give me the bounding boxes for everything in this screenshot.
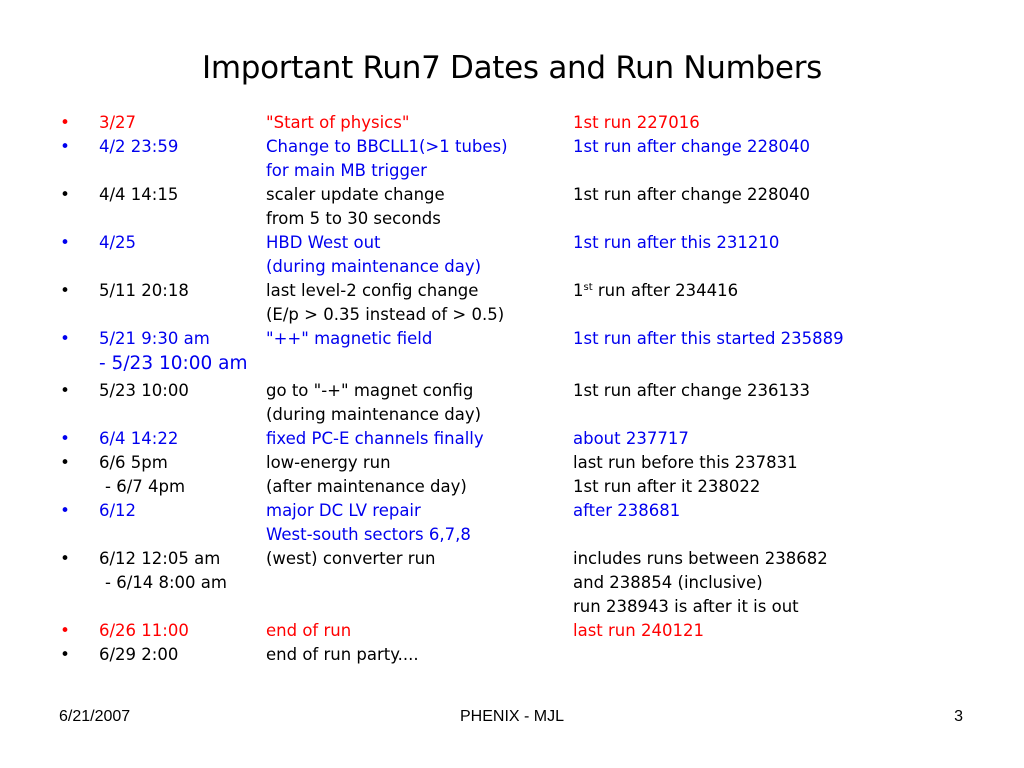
- page-number: 3: [954, 708, 963, 725]
- list-item: [0, 279, 1024, 303]
- event-cell: for main MB trigger: [266, 161, 427, 180]
- date-cell: 3/27: [99, 113, 137, 132]
- date-cell: 6/4 14:22: [99, 429, 179, 448]
- bullet-marker: •: [60, 329, 70, 348]
- date-cell: - 6/7 4pm: [105, 477, 186, 496]
- event-cell: (E/p > 0.35 instead of > 0.5): [266, 305, 505, 324]
- event-cell: West-south sectors 6,7,8: [266, 525, 471, 544]
- list-item: [0, 255, 1024, 279]
- list-item: [0, 135, 1024, 159]
- event-cell: go to "-+" magnet config: [266, 381, 474, 400]
- run-number-cell: last run 240121: [573, 621, 704, 640]
- event-cell: HBD West out: [266, 233, 381, 252]
- event-cell: Change to BBCLL1(>1 tubes): [266, 137, 508, 156]
- run-number-cell: 1st run after change 236133: [573, 381, 810, 400]
- run-number-cell: 1st run after change 228040: [573, 137, 810, 156]
- list-item: [0, 303, 1024, 327]
- bullet-marker: •: [60, 281, 70, 300]
- date-cell: - 5/23 10:00 am: [99, 353, 248, 374]
- list-item: [0, 547, 1024, 571]
- event-cell: (west) converter run: [266, 549, 436, 568]
- run-number-cell: includes runs between 238682: [573, 549, 828, 568]
- list-item: [0, 379, 1024, 403]
- bullet-marker: •: [60, 501, 70, 520]
- run-number-cell: [573, 279, 738, 303]
- date-cell: 6/26 11:00: [99, 621, 189, 640]
- list-item: [0, 327, 1024, 351]
- event-cell: "++" magnetic field: [266, 329, 433, 348]
- footer-title: PHENIX - MJL: [459, 708, 564, 725]
- list-item: [0, 523, 1024, 547]
- bullet-marker: •: [60, 645, 70, 664]
- date-cell: 4/2 23:59: [99, 137, 179, 156]
- list-item: [0, 427, 1024, 451]
- bullet-marker: •: [60, 137, 70, 156]
- event-cell: (after maintenance day): [266, 477, 467, 496]
- run-number-cell: 1st run 227016: [573, 113, 700, 132]
- bullet-list: [0, 111, 1024, 667]
- date-cell: 4/4 14:15: [99, 185, 179, 204]
- event-cell: end of run party....: [266, 645, 419, 664]
- event-cell: end of run: [266, 621, 352, 640]
- list-item: [0, 475, 1024, 499]
- date-cell: 5/23 10:00: [99, 381, 189, 400]
- run-number-cell: about 237717: [573, 429, 689, 448]
- run-ordinal: 1: [573, 281, 584, 300]
- date-cell: 6/12: [99, 501, 137, 520]
- list-item: [0, 207, 1024, 231]
- list-item: [0, 595, 1024, 619]
- bullet-marker: •: [60, 113, 70, 132]
- event-cell: low-energy run: [266, 453, 391, 472]
- bullet-marker: •: [60, 429, 70, 448]
- event-cell: (during maintenance day): [266, 257, 482, 276]
- list-item: [0, 351, 1024, 379]
- date-cell: 6/29 2:00: [99, 645, 179, 664]
- list-item: [0, 571, 1024, 595]
- date-cell: 4/25: [99, 233, 137, 252]
- list-item: [0, 451, 1024, 475]
- date-cell: 5/21 9:30 am: [99, 329, 210, 348]
- date-cell: 5/11 20:18: [99, 281, 189, 300]
- bullet-marker: •: [60, 185, 70, 204]
- event-cell: (during maintenance day): [266, 405, 482, 424]
- list-item: [0, 231, 1024, 255]
- list-item: [0, 619, 1024, 643]
- event-cell: last level-2 config change: [266, 281, 479, 300]
- slide-title: Important Run7 Dates and Run Numbers: [201, 50, 822, 86]
- event-cell: fixed PC-E channels finally: [266, 429, 484, 448]
- list-item: [0, 159, 1024, 183]
- ordinal-suffix: st: [583, 282, 593, 293]
- run-number-cell: 1st run after this started 235889: [573, 329, 844, 348]
- list-item: [0, 643, 1024, 667]
- run-number-cell: after 238681: [573, 501, 681, 520]
- event-cell: from 5 to 30 seconds: [266, 209, 441, 228]
- bullet-marker: •: [60, 549, 70, 568]
- footer-date: 6/21/2007: [59, 708, 131, 725]
- bullet-marker: •: [60, 621, 70, 640]
- event-cell: scaler update change: [266, 185, 445, 204]
- list-item: [0, 111, 1024, 135]
- event-cell: "Start of physics": [266, 113, 410, 132]
- run-number-cell: 1st run after this 231210: [573, 233, 780, 252]
- run-number-cell: 1st run after it 238022: [573, 477, 761, 496]
- run-number-cell: and 238854 (inclusive): [573, 573, 763, 592]
- date-cell: - 6/14 8:00 am: [105, 573, 227, 592]
- event-cell: major DC LV repair: [266, 501, 421, 520]
- bullet-marker: •: [60, 453, 70, 472]
- run-number-cell: 1st run after change 228040: [573, 185, 810, 204]
- run-text: run after 234416: [592, 281, 739, 300]
- date-cell: 6/6 5pm: [99, 453, 168, 472]
- list-item: [0, 403, 1024, 427]
- run-number-cell: run 238943 is after it is out: [573, 597, 799, 616]
- run-number-cell: last run before this 237831: [573, 453, 798, 472]
- bullet-marker: •: [60, 233, 70, 252]
- bullet-marker: •: [60, 381, 70, 400]
- list-item: [0, 183, 1024, 207]
- date-cell: 6/12 12:05 am: [99, 549, 221, 568]
- list-item: [0, 499, 1024, 523]
